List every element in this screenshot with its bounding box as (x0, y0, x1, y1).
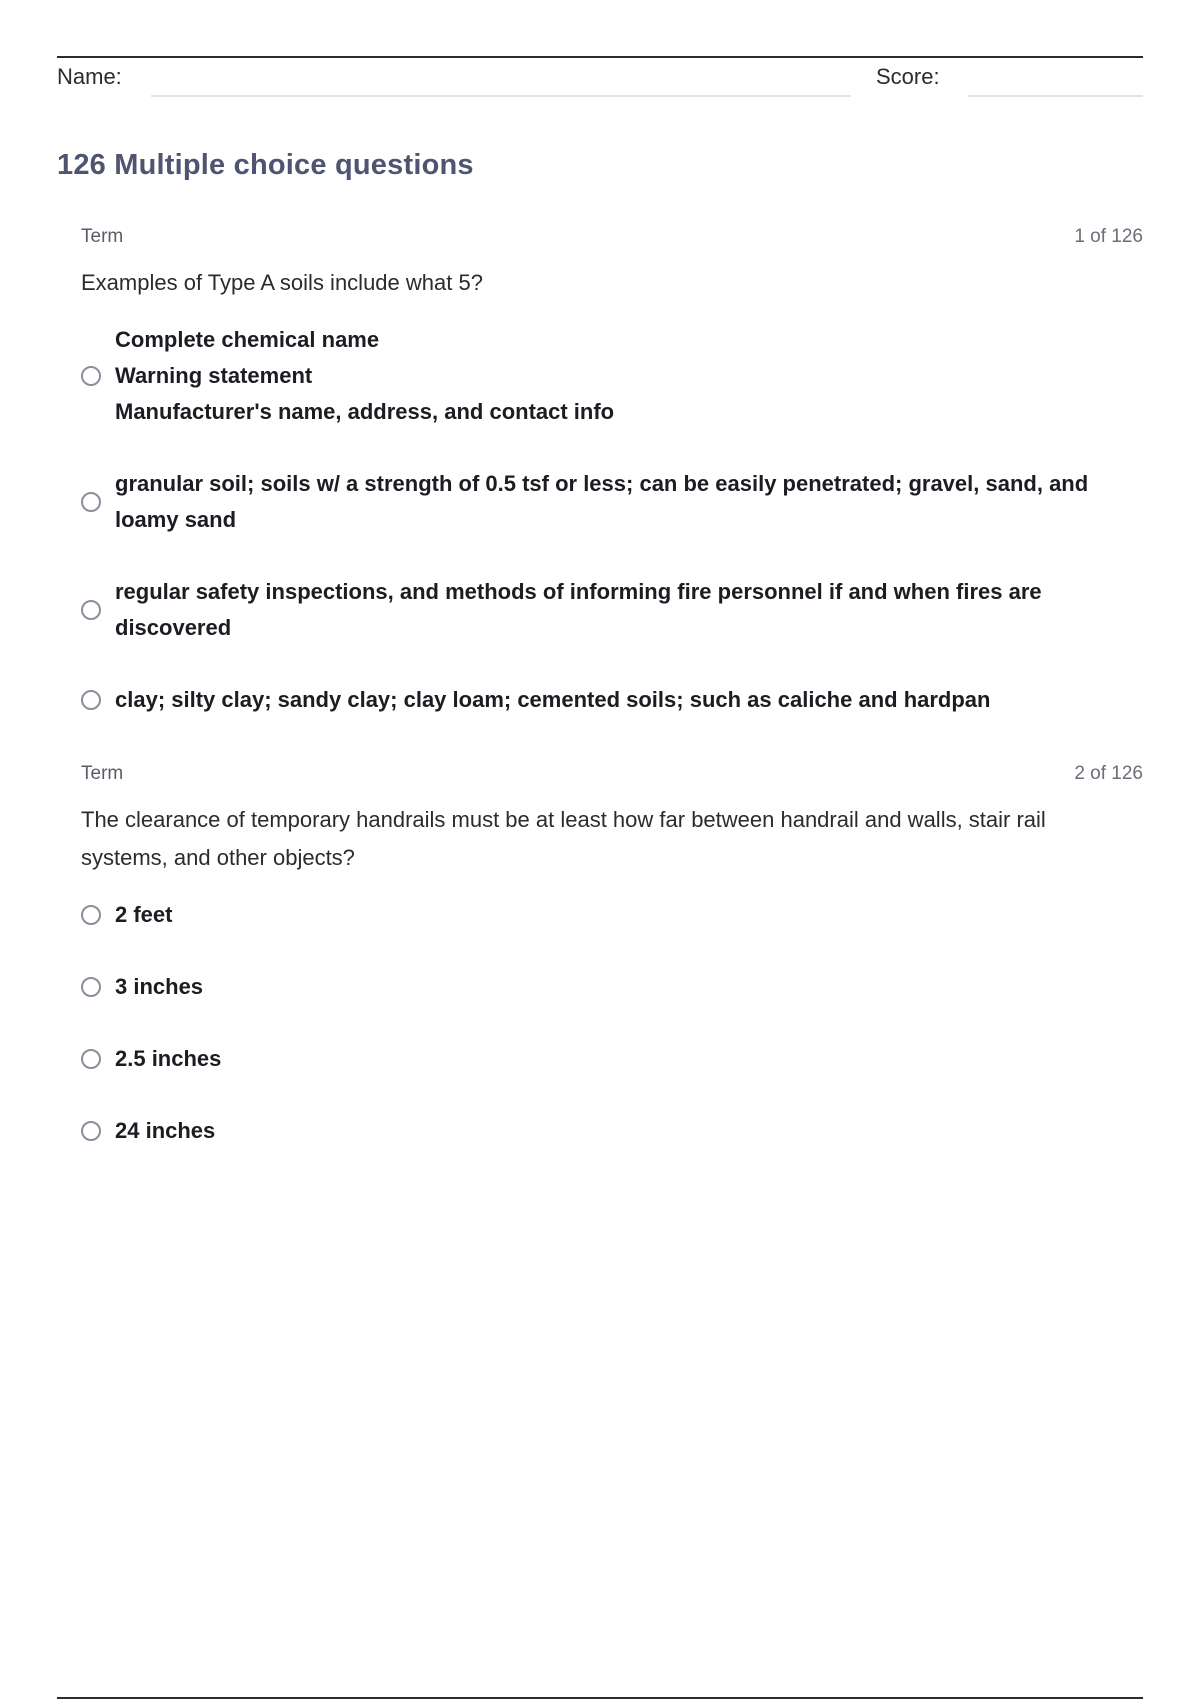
answer-option-text: 2.5 inches (115, 1046, 222, 1071)
answer-option[interactable] (81, 1113, 1143, 1149)
answer-options (81, 897, 1143, 1149)
question-1 (81, 226, 1143, 754)
bottom-divider (57, 1697, 1143, 1699)
worksheet-page (57, 0, 1143, 1700)
answer-option-text: 24 inches (115, 1118, 216, 1143)
score-label: Score: (876, 64, 940, 89)
name-label: Name: (57, 64, 122, 89)
radio-button[interactable] (81, 905, 101, 925)
question-2 (81, 763, 1143, 1185)
term-label: Term (81, 763, 124, 784)
radio-button[interactable] (81, 1049, 101, 1069)
top-divider (57, 56, 1143, 58)
question-counter: 2 of 126 (1074, 763, 1143, 784)
answer-option[interactable] (81, 322, 1143, 430)
answer-option-text: 2 feet (115, 902, 173, 927)
radio-button[interactable] (81, 1121, 101, 1141)
radio-button[interactable] (81, 600, 101, 620)
section-title: 126 Multiple choice questions (57, 149, 474, 181)
answer-options (81, 322, 1143, 718)
answer-option-text: 3 inches (115, 974, 204, 999)
answer-option-text: Warning statement (115, 363, 313, 388)
question-text: The clearance of temporary handrails must be at least how far between handrail and walls, stair rail systems, and other objects? (81, 807, 1046, 870)
answer-option-text: granular soil; soils w/ a strength of 0.5 tsf or less; can be easily penetrated; gravel, sand, and loamy sand (115, 471, 1089, 532)
answer-option[interactable] (81, 574, 1143, 646)
answer-option[interactable] (81, 1041, 1143, 1077)
answer-option-text: Complete chemical name (115, 327, 380, 352)
question-text: Examples of Type A soils include what 5? (81, 270, 483, 295)
score-field[interactable] (968, 95, 1143, 97)
radio-button[interactable] (81, 690, 101, 710)
question-counter: 1 of 126 (1074, 226, 1143, 247)
answer-option-text: clay; silty clay; sandy clay; clay loam; cemented soils; such as caliche and hardpan (115, 687, 991, 712)
answer-option[interactable] (81, 682, 1143, 718)
answer-option[interactable] (81, 466, 1143, 538)
term-label: Term (81, 226, 124, 247)
answer-option-text: Manufacturer's name, address, and contact info (115, 399, 615, 424)
header-row (57, 62, 1143, 98)
radio-button[interactable] (81, 492, 101, 512)
radio-button[interactable] (81, 977, 101, 997)
answer-option[interactable] (81, 969, 1143, 1005)
answer-option[interactable] (81, 897, 1143, 933)
radio-button[interactable] (81, 366, 101, 386)
name-field[interactable] (151, 95, 851, 97)
answer-option-text: regular safety inspections, and methods of informing fire personnel if and when fires are discovered (115, 579, 1042, 640)
